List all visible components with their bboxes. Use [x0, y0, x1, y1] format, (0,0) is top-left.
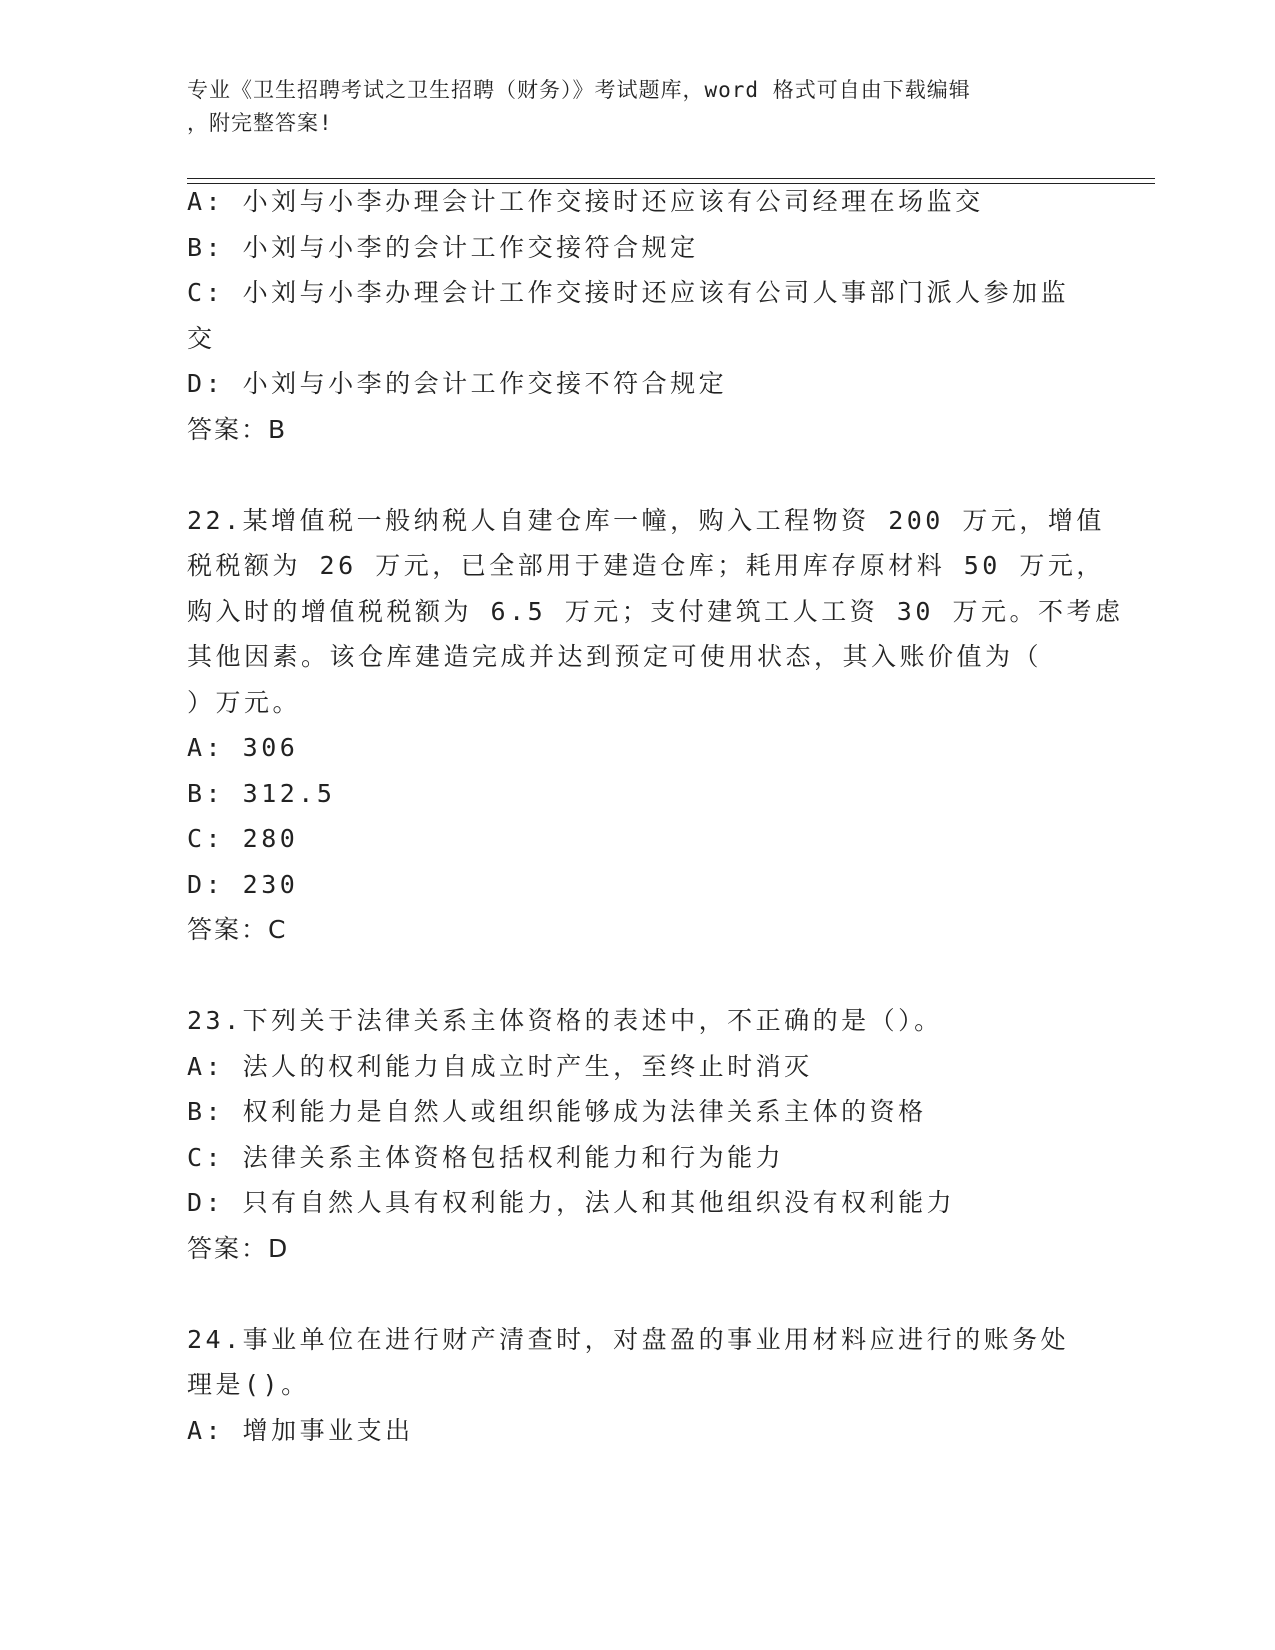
question-24: [187, 1317, 1087, 1454]
spacer: [187, 1271, 1087, 1317]
option-a: A: 小刘与小李办理会计工作交接时还应该有公司经理在场监交: [187, 187, 984, 216]
answer: 答案：B: [187, 414, 288, 444]
answer: 答案：D: [187, 1233, 290, 1263]
document-header: [187, 74, 1077, 140]
question-stem-line: 税税额为 26 万元，已全部用于建造仓库；耗用库存原材料 50 万元，: [187, 551, 1105, 580]
option-b: B: 312.5: [187, 778, 336, 808]
question-stem-line: 22.某增值税一般纳税人自建仓库一幢，购入工程物资 200 万元，增值: [187, 505, 1105, 535]
option-b: B: 权利能力是自然人或组织能够成为法律关系主体的资格: [187, 1097, 927, 1126]
option-b: B: 小刘与小李的会计工作交接符合规定: [187, 232, 699, 262]
question-stem-line: 24.事业单位在进行财产清查时，对盘盈的事业用材料应进行的账务处: [187, 1324, 1070, 1354]
question-list: [187, 179, 1124, 1453]
question-23: [187, 998, 1087, 1271]
option-c: C: 法律关系主体资格包括权利能力和行为能力: [187, 1142, 785, 1172]
header-line-1: 专业《卫生招聘考试之卫生招聘（财务）》考试题库，word 格式可自由下载编辑: [187, 78, 971, 102]
question-stem-line: 购入时的增值税税额为 6.5 万元；支付建筑工人工资 30 万元。不考虑: [187, 596, 1124, 626]
question-stem-line: 其他因素。该仓库建造完成并达到预定可使用状态，其入账价值为（: [187, 642, 1043, 671]
answer: 答案：C: [187, 915, 288, 944]
option-a: A: 法人的权利能力自成立时产生，至终止时消灭: [187, 1051, 813, 1081]
question-stem-line: 23.下列关于法律关系主体资格的表述中，不正确的是（）。: [187, 1006, 943, 1035]
option-a: A: 306: [187, 733, 299, 762]
spacer: [187, 452, 1087, 498]
option-c-continued: 交: [187, 323, 216, 353]
option-d: D: 230: [187, 869, 299, 899]
option-d: D: 只有自然人具有权利能力，法人和其他组织没有权利能力: [187, 1188, 956, 1217]
question-stem-line: ）万元。: [187, 687, 302, 717]
option-c: C: 280: [187, 824, 299, 853]
question-21: [187, 179, 1087, 452]
header-line-2: ，附完整答案!: [187, 111, 333, 135]
spacer: [187, 953, 1087, 999]
option-a: A: 增加事业支出: [187, 1415, 414, 1445]
question-stem-line: 理是()。: [187, 1370, 310, 1399]
question-22: [187, 498, 1124, 953]
option-c: C: 小刘与小李办理会计工作交接时还应该有公司人事部门派人参加监: [187, 278, 1070, 307]
option-d: D: 小刘与小李的会计工作交接不符合规定: [187, 369, 728, 398]
